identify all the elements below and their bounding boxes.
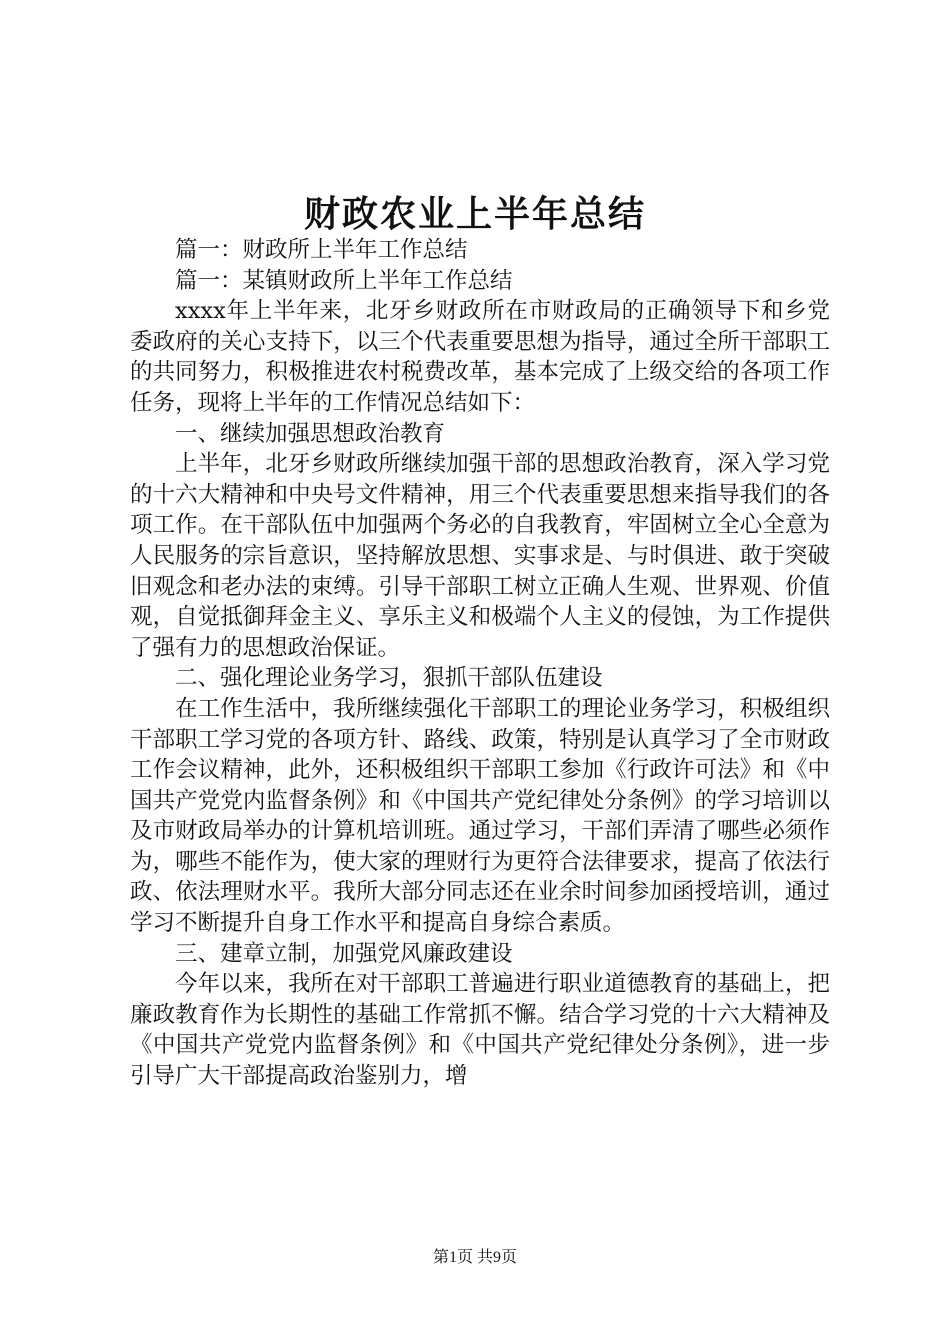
- paragraph-body-three: 今年以来，我所在对干部职工普遍进行职业道德教育的基础上，把廉政教育作为长期性的基础工作常抓不懈。结合学习党的十六大精神及《中国共产党党内监督条例》和《中国共产党纪律处分条例》，进一步引导广大干部提高政治鉴别力，增: [130, 971, 830, 1090]
- paragraph-intro: xxxx年上半年来，北牙乡财政所在市财政局的正确领导下和乡党委政府的关心支持下，以三个代表重要思想为指导，通过全所干部职工的共同努力，积极推进农村税费改革，基本完成了上级交给的各项工作任务，现将上半年的工作情况总结如下：: [130, 298, 830, 416]
- paragraph-section-heading-2: 篇一：某镇财政所上半年工作总结: [175, 267, 513, 294]
- paragraph-heading-two: 二、强化理论业务学习，狠抓干部队伍建设: [175, 665, 603, 692]
- page-footer: 第1页 共9页: [432, 1249, 517, 1266]
- document-body: [130, 235, 830, 1092]
- document-title: 财政农业上半年总结: [303, 194, 646, 235]
- paragraph-body-two: 在工作生活中，我所继续强化干部职工的理论业务学习，积极组织干部职工学习党的各项方针、路线、政策，特别是认真学习了全市财政工作会议精神，此外，还积极组织干部职工参加《行政许可法》和《中国共产党党内监督条例》和《中国共产党纪律处分条例》的学习培训以及市财政局举办的计算机培训班。通过学习，干部们弄清了哪些必须作为，哪些不能作为，使大家的理财行为更符合法律要求，提高了依法行政、依法理财水平。我所大部分同志还在业余时间参加函授培训，通过学习不断提升自身工作水平和提高自身综合素质。: [130, 695, 830, 937]
- paragraph-heading-one: 一、继续加强思想政治教育: [175, 420, 446, 447]
- paragraph-heading-three: 三、建章立制，加强党风廉政建设: [175, 940, 513, 967]
- paragraph-body-one: 上半年，北牙乡财政所继续加强干部的思想政治教育，深入学习党的十六大精神和中央号文件精神，用三个代表重要思想来指导我们的各项工作。在干部队伍中加强两个务必的自我教育，牢固树立全心全意为人民服务的宗旨意识，坚持解放思想、实事求是、与时俱进、敢于突破旧观念和老办法的束缚。引导干部职工树立正确人生观、世界观、价值观，自觉抵御拜金主义、享乐主义和极端个人主义的侵蚀，为工作提供了强有力的思想政治保证。: [130, 451, 830, 661]
- paragraph-section-heading-1: 篇一：财政所上半年工作总结: [175, 237, 468, 263]
